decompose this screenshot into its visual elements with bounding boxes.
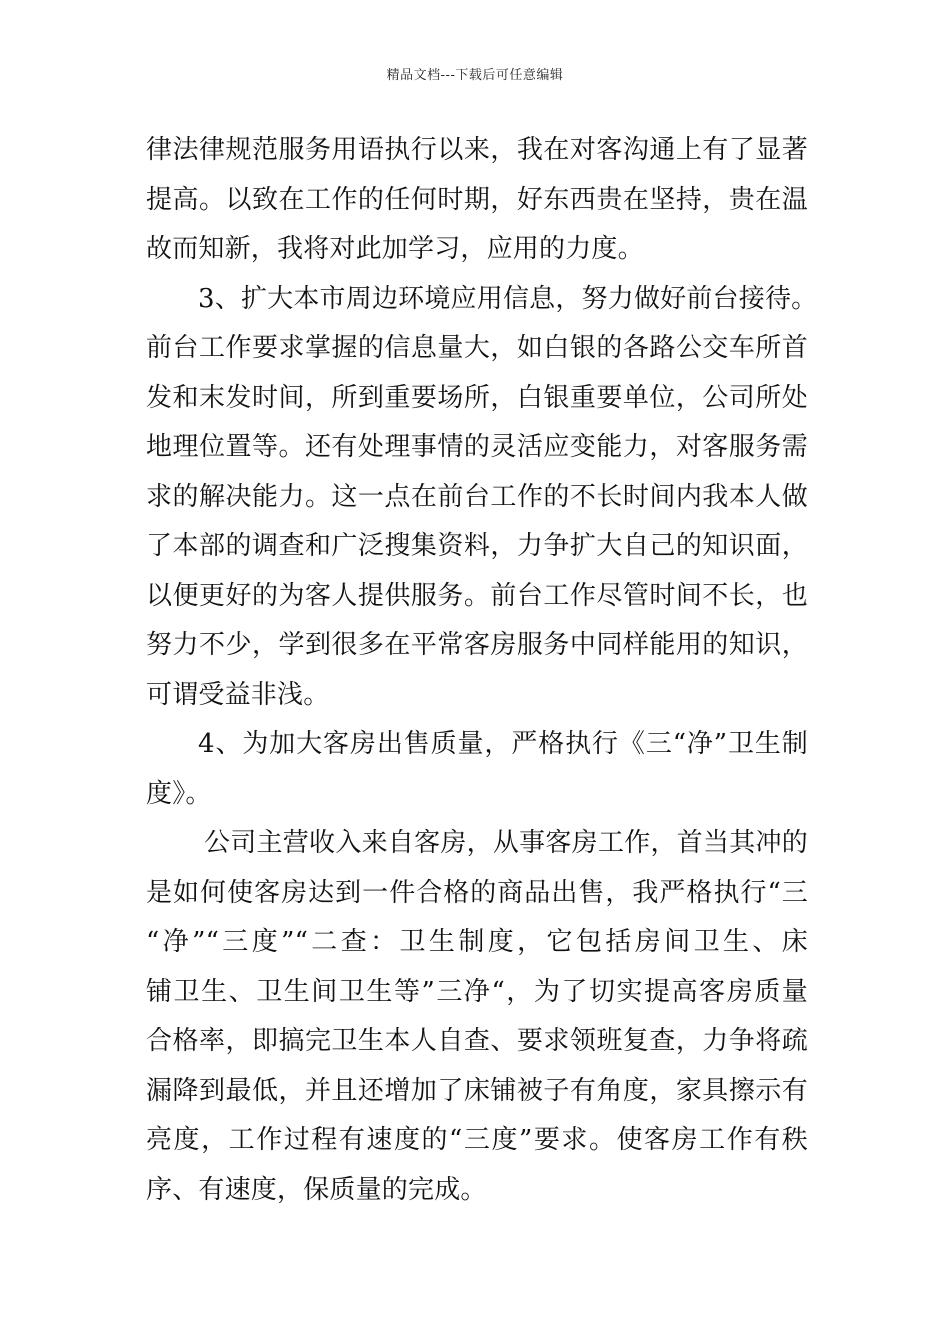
- text-line: 公司主营收入来自客房，从事客房工作，首当其冲的: [204, 828, 808, 858]
- text-line: 合格率，即搞完卫生本人自查、要求领班复查，力争将疏: [146, 1026, 808, 1056]
- text-line: 发和末发时间，所到重要场所，白银重要单位，公司所处: [146, 382, 808, 413]
- text-line: 漏降到最低，并且还增加了床铺被子有角度，家具擦示有: [146, 1075, 808, 1106]
- text-line: 度》。: [146, 778, 212, 809]
- text-line: 求的解决能力。这一点在前台工作的不长时间内我本人做: [146, 481, 808, 512]
- text-line: 努力不少，学到很多在平常客房服务中同样能用的知识，: [146, 630, 808, 660]
- text-line: 3、扩大本市周边环境应用信息，努力做好前台接待。: [198, 283, 818, 314]
- text-line: 地理位置等。还有处理事情的灵活应变能力，对客服务需: [146, 432, 808, 462]
- text-line: 了本部的调查和广泛搜集资料，力争扩大自己的知识面，: [146, 531, 808, 561]
- text-line: “净”“三度”“二查：卫生制度，它包括房间卫生、床: [146, 927, 808, 957]
- text-line: 提高。以致在工作的任何时期，好东西贵在坚持，贵在温: [146, 184, 808, 215]
- text-line: 故而知新，我将对此加学习，应用的力度。: [146, 234, 644, 264]
- document-body: [146, 126, 818, 1215]
- text-line: 前台工作要求掌握的信息量大，如白银的各路公交车所首: [146, 333, 808, 363]
- paragraph-4: [146, 819, 808, 1215]
- text-line: 亮度，工作过程有速度的“三度”要求。使客房工作有秩: [146, 1125, 808, 1155]
- text-line: 序、有速度，保质量的完成。: [146, 1174, 487, 1205]
- paragraph-3: [146, 720, 808, 819]
- paragraph-2: [146, 275, 818, 721]
- text-line: 铺卫生、卫生间卫生等”三净“，为了切实提高客房质量: [146, 976, 808, 1007]
- text-line: 以便更好的为客人提供服务。前台工作尽管时间不长，也: [146, 580, 808, 611]
- text-line: 是如何使客房达到一件合格的商品出售，我严格执行“三: [146, 877, 808, 908]
- text-line: 律法律规范服务用语执行以来，我在对客沟通上有了显著: [146, 135, 808, 165]
- page-header: 精品文档---下载后可任意编辑: [386, 68, 564, 83]
- paragraph-1: [146, 126, 808, 275]
- text-line: 可谓受益非浅。: [146, 679, 330, 710]
- text-line: 4、为加大客房出售质量，严格执行《三“净”卫生制: [198, 729, 808, 759]
